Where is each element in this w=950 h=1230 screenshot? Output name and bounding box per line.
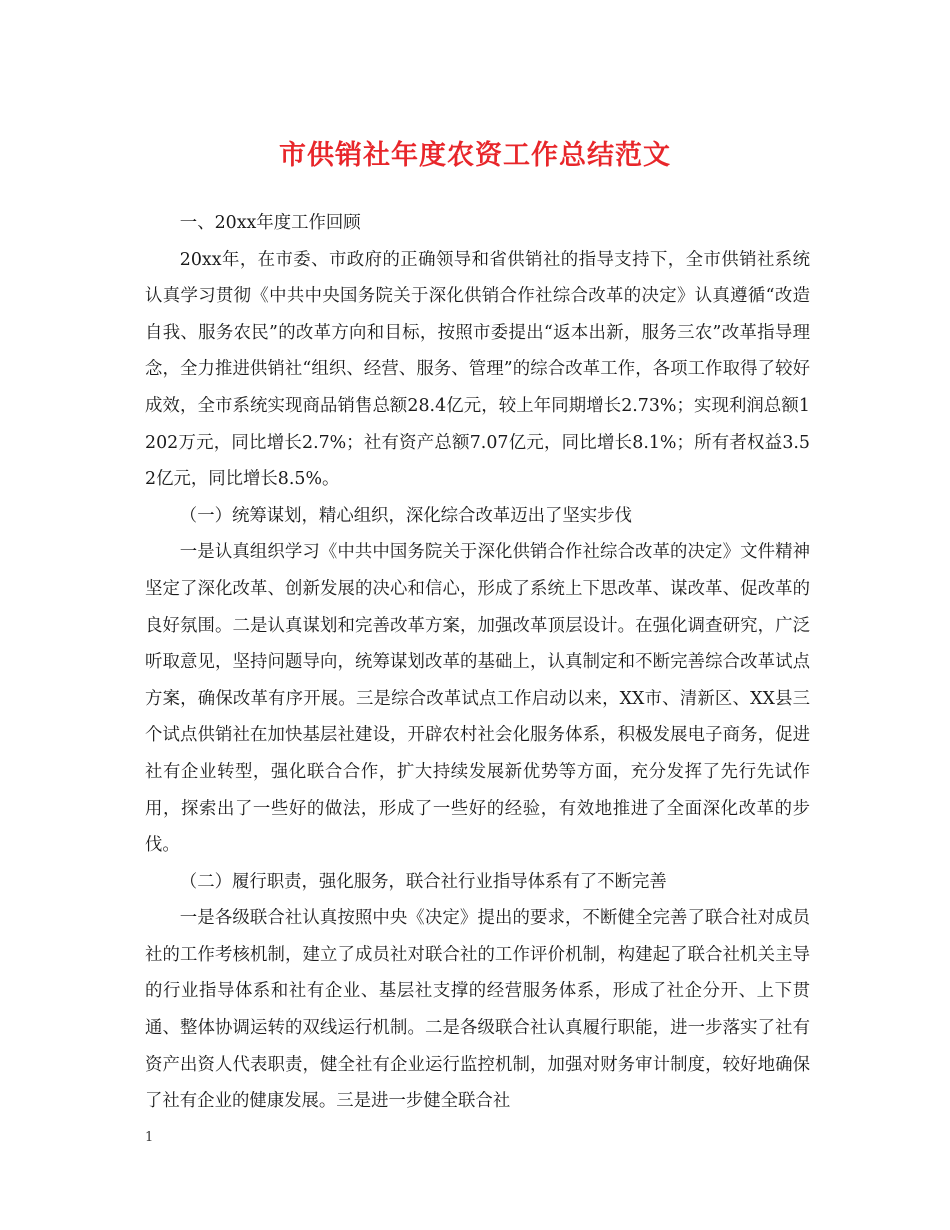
paragraph: 一是各级联合社认真按照中央《决定》提出的要求，不断健全完善了联合社对成员社的工作考核机制，建立了成员社对联合社的工作评价机制，构建起了联合社机关主导的行业指导体系和社有企业、基层社支撑的经营服务体系，形成了社企分开、上下贯通、整体协调运转的双线运行机制。二是各级联合社认真履行职能，进一步落实了社有资产出资人代表职责，健全社有企业运行监控机制，加强对财务审计制度，较好地确保了社有企业的健康发展。三是进一步健全联合社 (145, 908, 810, 1112)
section-heading: 一、20xx年度工作回顾 (179, 213, 361, 233)
document-body (145, 205, 810, 1120)
subsection-heading: （二）履行职责，强化服务，联合社行业指导体系有了不断完善 (179, 871, 667, 892)
page-number: 1 (145, 1130, 154, 1145)
document-title: 市供销社年度农资工作总结范文 (279, 140, 671, 171)
paragraph: 20xx年，在市委、市政府的正确领导和省供销社的指导支持下，全市供销社系统认真学习贯彻《中共中央国务院关于深化供销合作社综合改革的决定》认真遵循“改造自我、服务农民”的改革方向和目标，按照市委提出“返本出新，服务三农”改革指导理念，全力推进供销社“组织、经营、服务、管理”的综合改革工作，各项工作取得了较好成效，全市系统实现商品销售总额28.4亿元，较上年同期增长2.73%；实现利润总额1202万元，同比增长2.7%；社有资产总额7.07亿元，同比增长8.1%；所有者权益3.52亿元，同比增长8.5%。 (145, 249, 810, 490)
paragraph: 一是认真组织学习《中共中国务院关于深化供销合作社综合改革的决定》文件精神坚定了深化改革、创新发展的决心和信心，形成了系统上下思改革、谋改革、促改革的良好氛围。二是认真谋划和完善改革方案，加强改革顶层设计。在强化调查研究，广泛听取意见，坚持问题导向，统筹谋划改革的基础上，认真制定和不断完善综合改革试点方案，确保改革有序开展。三是综合改革试点工作启动以来，XX市、清新区、XX县三个试点供销社在加快基层社建设，开辟农村社会化服务体系，积极发展电子商务，促进社有企业转型，强化联合合作，扩大持续发展新优势等方面，充分发挥了先行先试作用，探索出了一些好的做法，形成了一些好的经验，有效地推进了全面深化改革的步伐。 (145, 542, 810, 856)
subsection-heading: （一）统筹谋划，精心组织，深化综合改革迈出了坚实步伐 (179, 505, 632, 526)
